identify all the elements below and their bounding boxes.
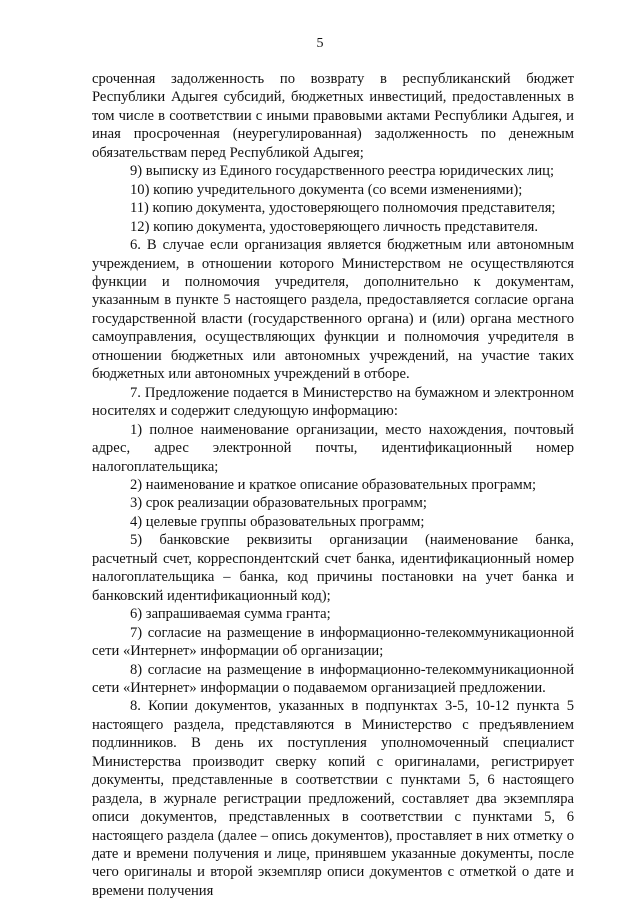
- clause-6: 6. В случае если организация является бюджетным или автономным учреждением, в отношении которого Министерством не осуществляются функции и полномочия учредителя, дополнительно к документам, указанным в пункте 5 настоящего раздела, предоставляется согласие органа государственной власти (государственного органа) и (или) органа местного самоуправления, осуществляющих функции и полномочия учредителя в отношении бюджетных или автономных учреждений, на участие таких бюджетных или автономных учреждений в отборе.: [92, 237, 574, 383]
- clause-7-item-1: 1) полное наименование организации, место нахождения, почтовый адрес, адрес электронной почты, идентификационный номер налогоплательщика;: [92, 421, 574, 475]
- clause-7-item-3: 3) срок реализации образовательных программ;: [130, 495, 427, 512]
- clause-7-item-8: 8) согласие на размещение в информационно-телекоммуникационной сети «Интернет» информации о подаваемом организацией предложении.: [92, 661, 574, 696]
- list-item-12: 12) копию документа, удостоверяющего личность представителя.: [130, 218, 538, 235]
- clause-7: 7. Предложение подается в Министерство на бумажном и электронном носителях и содержит следующую информацию:: [92, 384, 574, 420]
- clause-7-item-4: 4) целевые группы образовательных программ;: [130, 513, 425, 530]
- list-item-11: 11) копию документа, удостоверяющего полномочия представителя;: [130, 200, 556, 217]
- paragraph-continuation: сроченная задолженность по возврату в республиканский бюджет Республики Адыгея субсидий, бюджетных инвестиций, предоставленных в том числе в соответствии с иными правовыми актами Республики Адыгея, и иная просроченная (неурегулированная) задолженность по денежным обязательствам перед Республикой Адыгея;: [92, 71, 574, 161]
- clause-7-item-6: 6) запрашиваемая сумма гранта;: [130, 606, 331, 623]
- clause-7-item-2: 2) наименование и краткое описание образовательных программ;: [130, 476, 537, 493]
- list-item-10: 10) копию учредительного документа (со всеми изменениями);: [130, 181, 523, 198]
- page-number: 5: [316, 36, 324, 51]
- list-item-9: 9) выписку из Единого государственного реестра юридических лиц;: [130, 163, 555, 180]
- document-body: [92, 70, 574, 900]
- clause-8: 8. Копии документов, указанных в подпунктах 3-5, 10-12 пункта 5 настоящего раздела, представляются в Министерство с предъявлением подлинников. В день их поступления уполномоченный специалист Министерства производит сверку копий с оригиналами, регистрирует документы, представленные в соответствии с пунктами 5, 6 настоящего раздела, в журнале регистрации предложений, составляет два экземпляра описи документов, представленных в соответствии с пунктами 5, 6 настоящего раздела (далее – опись документов), проставляет в них отметку о дате и времени получения и лице, принявшем указанные документы, после чего оригиналы и второй экземпляр описи документов с отметкой о дате и времени получения: [92, 698, 574, 899]
- clause-7-item-7: 7) согласие на размещение в информационно-телекоммуникационной сети «Интернет» информации об организации;: [92, 624, 574, 660]
- clause-7-item-5: 5) банковские реквизиты организации (наименование банка, расчетный счет, корреспондентский счет банка, идентификационный номер налогоплательщика – банка, код причины постановки на учет банка и банковский идентификационный код);: [92, 532, 574, 604]
